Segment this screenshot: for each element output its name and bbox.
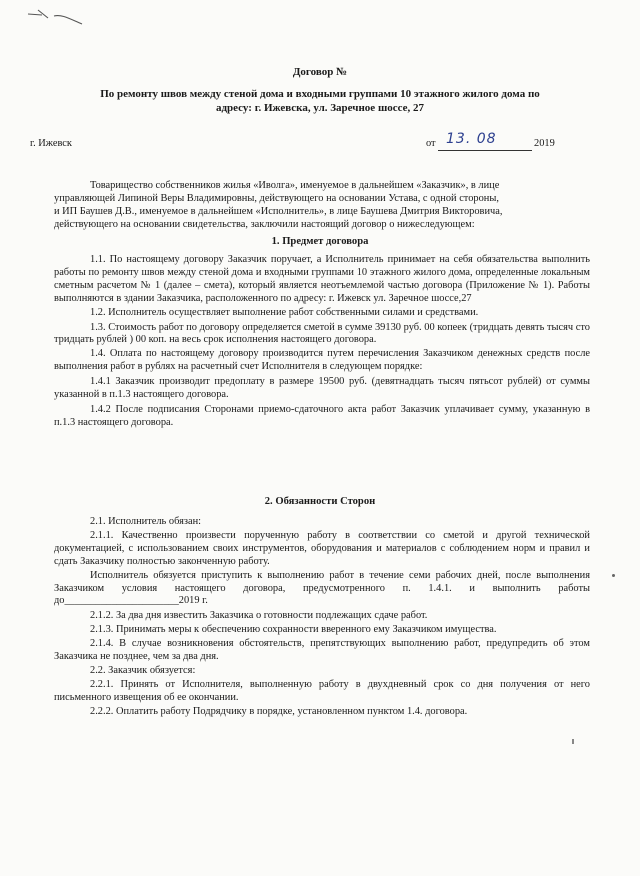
- clause-1-1: 1.1. По настоящему договору Заказчик поручает, а Исполнитель принимает на себя обязательства выполнить работы по ремонту швов между стеной дома и входными группами 10 этажного жилого дома, определенные локальным сметным расчетом № 1 (далее – смета), который является неотъемлемой частью договора (Приложение № 1). Работы выполняются в здании Заказчика, расположенного по адресу: г. Ижевск ул. Заречное шоссе,27: [54, 254, 590, 304]
- handwritten-date: 13. 08: [446, 131, 497, 147]
- clause-2-1-2: 2.1.2. За два дня известить Заказчика о готовности подлежащих сдаче работ.: [90, 610, 428, 622]
- section1-heading: 1. Предмет договора: [271, 236, 369, 247]
- clause-1-2: 1.2. Исполнитель осуществляет выполнение работ собственными силами и средствами.: [90, 306, 479, 318]
- clause-2-2-2: 2.2.2. Оплатить работу Подрядчику в порядке, установленном пунктом 1.4. договора.: [90, 705, 468, 717]
- clause-2-1: 2.1. Исполнитель обязан:: [90, 516, 202, 527]
- section2-heading: 2. Обязанности Сторон: [264, 496, 376, 507]
- clause-2-1-3: 2.1.3. Принимать меры к обеспечению сохранности вверенного ему Заказчиком имущества.: [90, 624, 497, 636]
- clause-2-1-1: 2.1.1. Качественно произвести порученную работу в соответствии со сметой и другой технической документацией, с использованием своих инструментов, оборудования и материалов с соблюдением норм и правил и сдать Заказчику полностью законченную работу.: [54, 529, 590, 567]
- clause-2-2-1: 2.2.1. Принять от Исполнителя, выполненную работу в двухдневный срок со дня получения от него письменного извещения об ее окончании.: [54, 678, 590, 703]
- doc-title: Договор №: [292, 66, 348, 78]
- clause-1-4: 1.4. Оплата по настоящему договору производится путем перечисления Заказчиком денежных средств после выполнения работ в рублях на расчетный счет Исполнителя в следующем порядке:: [54, 348, 590, 373]
- date-year: 2019: [534, 138, 555, 149]
- clause-start-works: Исполнитель обязуется приступить к выполнению работ в течение семи рабочих дней, после выполнения Заказчиком условия настоящего договора, предусмотренного п. 1.4.1. и выполнить работы до______________________2019 г.: [54, 569, 590, 607]
- clause-1-4-2: 1.4.2 После подписания Сторонами приемо-сдаточного акта работ Заказчик уплачивает сумму, указанную в п.1.3 настоящего договора.: [54, 403, 590, 428]
- clause-1-4-1: 1.4.1 Заказчик производит предоплату в размере 19500 руб. (девятнадцать тысяч пятьсот рублей) от суммы указанной в п.1.3 настоящего договора.: [54, 376, 590, 401]
- doc-subject-line1: По ремонту швов между стеной дома и входными группами 10 этажного жилого дома по: [100, 88, 540, 100]
- city: г. Ижевск: [30, 138, 72, 149]
- section1-body: [54, 254, 590, 430]
- pen-scribble: [24, 6, 94, 28]
- speck: [612, 574, 615, 577]
- clause-1-3: 1.3. Стоимость работ по договору определяется сметой в сумме 39130 руб. 00 копеек (тридцать девять тысяч сто тридцать рублей ) 00 коп. на весь срок исполнения настоящего договора.: [54, 321, 590, 346]
- section2-body: [54, 516, 590, 719]
- clause-2-1-4: 2.1.4. В случае возникновения обстоятельств, препятствующих выполнению работ, предупредить об этом Заказчика не позднее, чем за два дня.: [54, 638, 590, 663]
- doc-subject-line2: адресу: г. Ижевска, ул. Заречное шоссе, 27: [215, 102, 425, 114]
- preamble-line: действующего на основании свидетельства, заключили настоящий договор о нижеследующем:: [54, 219, 475, 230]
- preamble-line: Товарищество собственников жилья «Иволга», именуемое в дальнейшем «Заказчик», в лице: [90, 180, 500, 191]
- date-prefix: от: [426, 138, 436, 149]
- speck: [572, 739, 574, 744]
- date-underline: [438, 150, 532, 151]
- preamble-line: и ИП Баушев Д.В., именуемое в дальнейшем «Исполнитель», в лице Баушева Дмитрия Викторовича,: [54, 206, 503, 217]
- preamble-line: управляющей Липиной Веры Владимировны, действующего на основании Устава, с одной стороны,: [54, 193, 499, 204]
- clause-2-2: 2.2. Заказчик обязуется:: [90, 664, 196, 676]
